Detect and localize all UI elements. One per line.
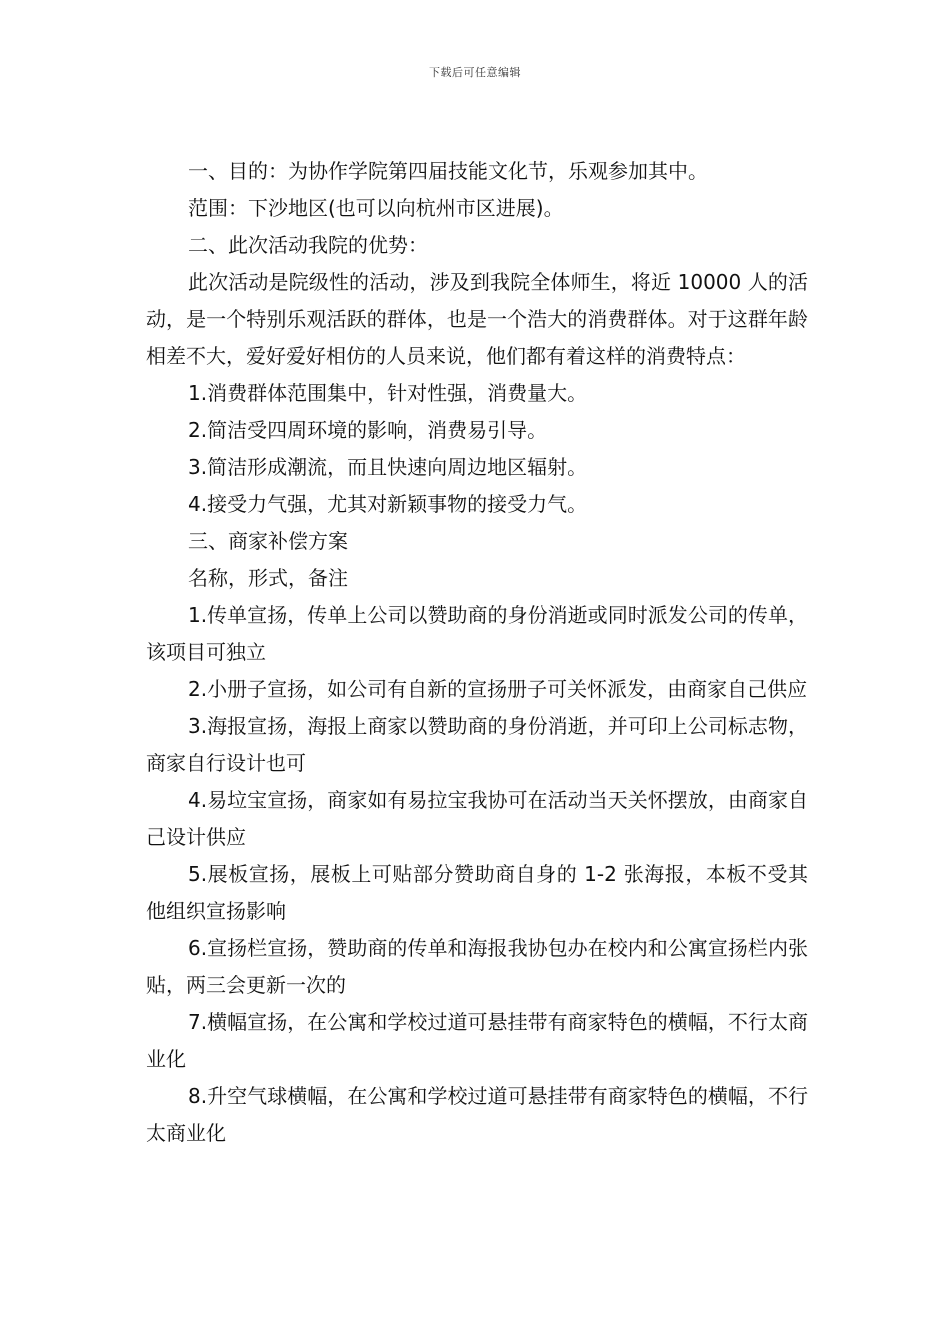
page-header-note: 下载后可任意编辑 [429,66,521,79]
feature-item-3: 3.简洁形成潮流，而且快速向周边地区辐射。 [188,455,588,479]
feature-item-1: 1.消费群体范围集中，针对性强，消费量大。 [188,381,588,405]
plan-item-5: 5.展板宣扬，展板上可贴部分赞助商自身的 1-2 张海报，本板不受其他组织宣扬影响 [146,862,808,923]
feature-item-2: 2.简洁受四周环境的影响，消费易引导。 [188,418,548,442]
column-labels: 名称，形式，备注 [188,566,348,590]
plan-item-6: 6.宣扬栏宣扬，赞助商的传单和海报我协包办在校内和公寓宣扬栏内张贴，两三会更新一次的 [146,936,808,997]
feature-item-4: 4.接受力气强，尤其对新颖事物的接受力气。 [188,492,588,516]
advantage-paragraph: 此次活动是院级性的活动，涉及到我院全体师生，将近 10000 人的活动，是一个特别乐观活跃的群体，也是一个浩大的消费群体。对于这群年龄相差不大，爱好爱好相仿的人员来说，他们都有着这样的消费特点： [146,270,808,368]
section-1-purpose: 一、目的：为协作学院第四届技能文化节，乐观参加其中。 [188,159,708,183]
plan-item-4: 4.易垃宝宣扬，商家如有易拉宝我协可在活动当天关怀摆放，由商家自己设计供应 [146,788,808,849]
plan-item-1: 1.传单宣扬，传单上公司以赞助商的身份消逝或同时派发公司的传单，该项目可独立 [146,603,808,664]
plan-item-2: 2.小册子宣扬，如公司有自新的宣扬册子可关怀派发，由商家自己供应 [188,677,808,701]
plan-item-3: 3.海报宣扬，海报上商家以赞助商的身份消逝，并可印上公司标志物，商家自行设计也可 [146,714,808,775]
document-body [146,153,808,1152]
section-3-heading: 三、商家补偿方案 [188,529,348,553]
section-2-heading: 二、此次活动我院的优势： [188,233,428,257]
plan-item-8: 8.升空气球横幅，在公寓和学校过道可悬挂带有商家特色的横幅，不行太商业化 [146,1084,808,1145]
plan-item-7: 7.横幅宣扬，在公寓和学校过道可悬挂带有商家特色的横幅，不行太商业化 [146,1010,808,1071]
scope-line: 范围：下沙地区(也可以向杭州市区进展)。 [188,196,564,220]
